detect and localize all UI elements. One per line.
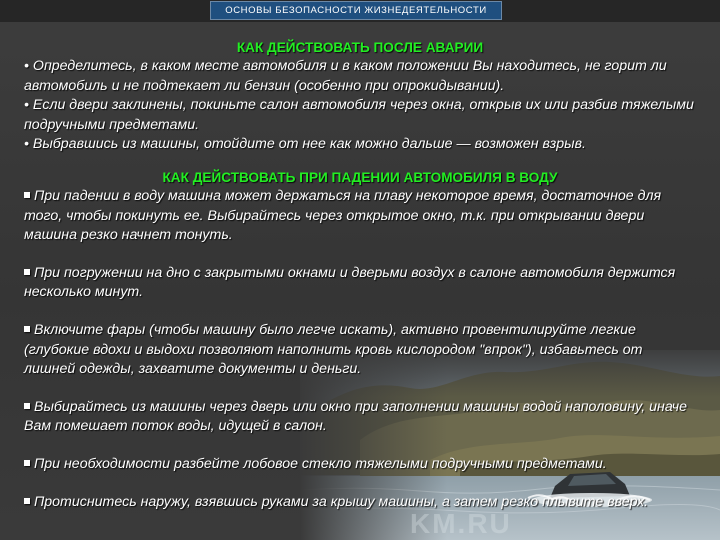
header-bar <box>0 0 720 22</box>
heading-after-accident: КАК ДЕЙСТВОВАТЬ ПОСЛЕ АВАРИИ <box>236 40 484 55</box>
list-item <box>24 455 696 475</box>
list-item-text: Протиснитесь наружу, взявшись руками за крышу машины, а затем резко плывите вверх. <box>34 493 649 510</box>
bullet-square-icon <box>24 326 30 332</box>
list-item <box>24 264 696 303</box>
bullet-square-icon <box>24 403 30 409</box>
bullet-square-icon <box>24 498 30 504</box>
list-item-text: При падении в воду машина может держаться на плаву некоторое время, достаточное для того, чтобы покинуть ее. Выбирайтесь через открытое окно, т.к. при открывании двери машина резко начнет тонуть. <box>24 187 662 244</box>
header-title: ОСНОВЫ БЕЗОПАСНОСТИ ЖИЗНЕДЕЯТЕЛЬНОСТИ <box>210 1 502 20</box>
list-item <box>24 187 696 246</box>
slide-content <box>24 38 696 512</box>
list-item <box>24 493 696 513</box>
bullet-square-icon <box>24 460 30 466</box>
list-item <box>24 321 696 380</box>
list-item: • Определитесь, в каком месте автомобиля и в каком положении Вы находитесь, не горит ли автомобиль и не подтекает ли бензин (особенно при опрокидывании). <box>24 58 667 94</box>
heading-car-in-water: КАК ДЕЙСТВОВАТЬ ПРИ ПАДЕНИИ АВТОМОБИЛЯ В ВОДУ <box>162 169 558 185</box>
list-item <box>24 398 696 437</box>
bullet-square-icon <box>24 192 30 198</box>
bullet-square-icon <box>24 269 30 275</box>
list-item-text: Включите фары (чтобы машину было легче искать), активно провентилируйте легкие (глубокие вдохи и выдохи позволяют наполнить кровь кислородом "впрок"), избавьтесь от лишней одежды, захватите документы и деньги. <box>24 321 643 378</box>
list-item-text: Выбирайтесь из машины через дверь или окно при заполнении машины водой наполовину, иначе Вам помешает поток воды, идущей в салон. <box>24 398 688 435</box>
photo-watermark: KM.RU <box>410 508 512 539</box>
list-item: • Если двери заклинены, покиньте салон автомобиля через окна, открыв их или разбив тяжелыми подручными предметами. <box>24 97 694 133</box>
list-item-text: При необходимости разбейте лобовое стекло тяжелыми подручными предметами. <box>34 455 607 472</box>
list-item: • Выбравшись из машины, отойдите от нее как можно дальше — возможен взрыв. <box>24 136 586 153</box>
list-item-text: При погружении на дно с закрытыми окнами и дверьми воздух в салоне автомобиля держится несколько минут. <box>24 264 676 301</box>
